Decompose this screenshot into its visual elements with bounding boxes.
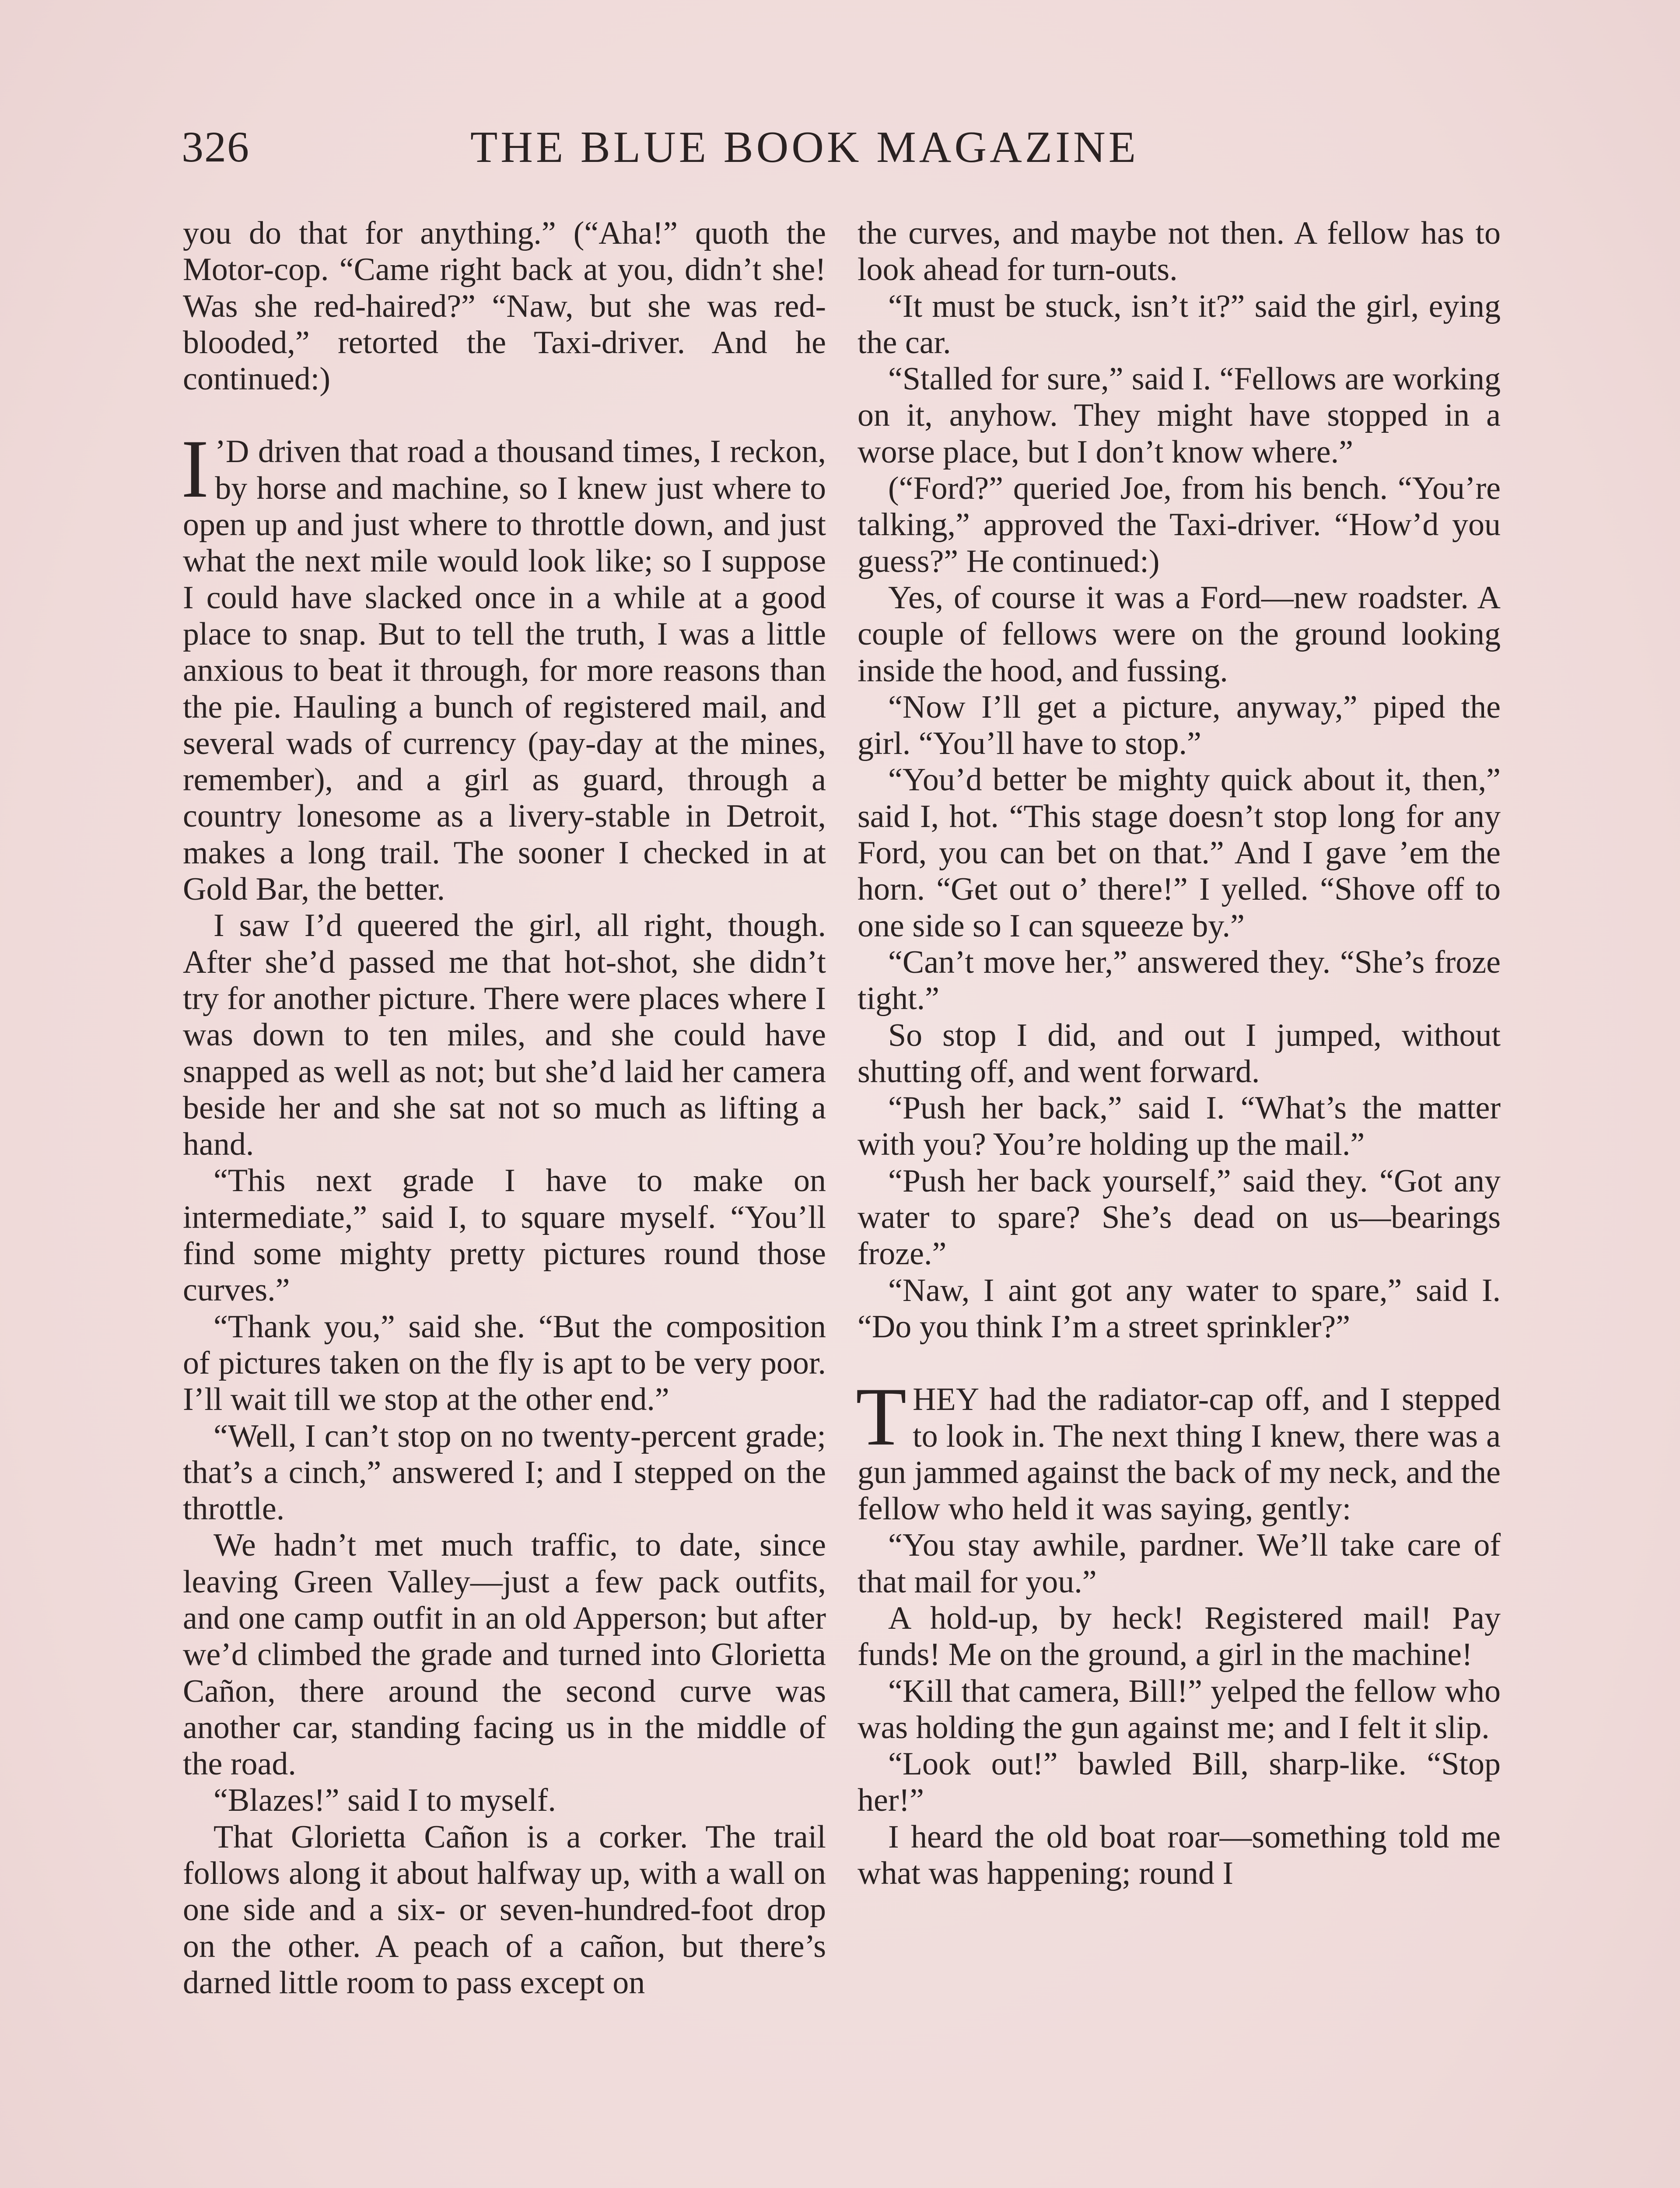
paragraph: A hold-up, by heck! Registered mail! Pay funds! Me on the ground, a girl in the machine! (858, 1600, 1501, 1673)
paragraph: “Look out!” bawled Bill, sharp-like. “Stop her!” (858, 1746, 1501, 1819)
drop-cap: I (181, 423, 209, 515)
paragraph: “Can’t move her,” answered they. “She’s froze tight.” (858, 944, 1501, 1017)
paragraph-text: ’D driven that road a thousand times, I reckon, by horse and machine, so I knew just where to open up and just where to throttle down, and just what the next mile would look like; so I suppose I could have slacked once in a while at a good place to snap. But to tell the truth, I was a little anxious to beat it through, for more reasons than the pie. Hauling a bunch of registered mail, and several wads of currency (pay-day at the mines, remember), and a girl as guard, through a country lonesome as a livery-stable in Detroit, makes a long trail. The sooner I checked in at Gold Bar, the better. (183, 434, 826, 908)
paragraph-text: HEY had the radiator-cap off, and I stepped to look in. The next thing I knew, there was a gun jammed against the back of my neck, and the fellow who held it was saying, gently: (858, 1382, 1501, 1527)
paragraph: Yes, of course it was a Ford—new roadster. A couple of fellows were on the ground looking inside the hood, and fussing. (858, 579, 1501, 689)
page-header (177, 117, 1516, 183)
left-column (183, 215, 826, 2001)
paragraph: “Push her back,” said I. “What’s the matter with you? You’re holding up the mail.” (858, 1090, 1501, 1163)
paragraph: “You stay awhile, pardner. We’ll take care of that mail for you.” (858, 1527, 1501, 1600)
paragraph: “Kill that camera, Bill!” yelped the fellow who was holding the gun against me; and I felt it slip. (858, 1673, 1501, 1746)
paragraph: “Stalled for sure,” said I. “Fellows are working on it, anyhow. They might have stopped in a worse place, but I don’t know where.” (858, 361, 1501, 470)
page-number: 326 (182, 123, 250, 171)
running-title: THE BLUE BOOK MAGAZINE (470, 123, 1139, 172)
paragraph: (“Ford?” queried Joe, from his bench. “You’re talking,” approved the Taxi-driver. “How’d you guess?” He continued:) (858, 470, 1501, 579)
paragraph: That Glorietta Cañon is a corker. The trail follows along it about halfway up, with a wall on one side and a six- or seven-hundred-foot drop on the other. A peach of a cañon, but there’s darned little room to pass except on (183, 1819, 826, 2001)
paragraph: “You’d better be mighty quick about it, then,” said I, hot. “This stage doesn’t stop long for any Ford, you can bet on that.” And I gave ’em the horn. “Get out o’ there!” I yelled. “Shove off to one side so I can squeeze by.” (858, 762, 1501, 944)
paragraph: the curves, and maybe not then. A fellow has to look ahead for turn-outs. (858, 215, 1501, 288)
drop-cap: T (856, 1371, 907, 1463)
paragraph: I heard the old boat roar—something told me what was happening; round I (858, 1819, 1501, 1892)
paragraph: “Push her back yourself,” said they. “Got any water to spare? She’s dead on us—bearings froze.” (858, 1163, 1501, 1272)
paragraph: So stop I did, and out I jumped, without shutting off, and went forward. (858, 1017, 1501, 1090)
right-column (858, 215, 1501, 1892)
paragraph: “Naw, I aint got any water to spare,” said I. “Do you think I’m a street sprinkler?” (858, 1272, 1501, 1345)
paragraph: We hadn’t met much traffic, to date, since leaving Green Valley—just a few pack outfits, and one camp outfit in an old Apperson; but after we’d climbed the grade and turned into Glorietta Cañon, there around the second curve was another car, standing facing us in the middle of the road. (183, 1527, 826, 1782)
paragraph: you do that for anything.” (“Aha!” quoth the Motor-cop. “Came right back at you, didn’t she! Was she red-haired?” “Naw, but she was red-blooded,” retorted the Taxi-driver. And he continued:) (183, 215, 826, 397)
paragraph-with-drop-cap (856, 1371, 1501, 1527)
paragraph: “Blazes!” said I to myself. (214, 1782, 556, 1819)
paragraph: I saw I’d queered the girl, all right, though. After she’d passed me that hot-shot, she didn’t try for another picture. There were places where I was down to ten miles, and she could have snapped as well as not; but she’d laid her camera beside her and she sat not so much as lifting a hand. (183, 908, 826, 1163)
paragraph: “Now I’ll get a picture, anyway,” piped the girl. “You’ll have to stop.” (858, 689, 1501, 762)
paragraph: “Well, I can’t stop on no twenty-percent grade; that’s a cinch,” answered I; and I stepped on the throttle. (183, 1418, 826, 1527)
paragraph: “This next grade I have to make on intermediate,” said I, to square myself. “You’ll find some mighty pretty pictures round those curves.” (183, 1163, 826, 1308)
paragraph-with-drop-cap (181, 423, 826, 908)
paragraph: “It must be stuck, isn’t it?” said the girl, eying the car. (858, 288, 1501, 361)
paragraph: “Thank you,” said she. “But the composition of pictures taken on the fly is apt to be very poor. I’ll wait till we stop at the other end.” (183, 1308, 826, 1418)
